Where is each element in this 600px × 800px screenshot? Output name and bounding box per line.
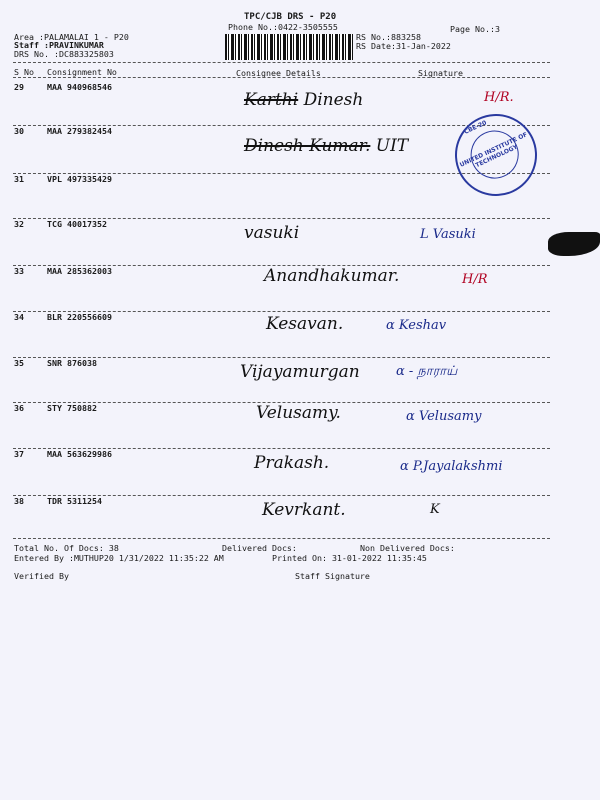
rs-date: RS Date:31-Jan-2022 — [356, 41, 451, 51]
divider — [13, 77, 550, 78]
row-consignee — [240, 362, 360, 382]
row-consignee-name: Vijayamurgan — [240, 362, 360, 382]
non-delivered-docs: Non Delivered Docs: — [360, 543, 455, 553]
row-consignment: MAA 563629986 — [47, 449, 112, 459]
row-signature: α Keshav — [386, 318, 447, 333]
institution-stamp: CBE-20 UNITED INSTITUTE OF TECHNOLOGY — [442, 101, 551, 210]
row-consignment: TDR 5311254 — [47, 496, 102, 506]
barcode — [225, 34, 353, 60]
row-consignee — [266, 314, 343, 334]
row-sno: 30 — [14, 126, 24, 136]
row-consignee — [244, 223, 299, 243]
col-consignee-header: Consignee Details — [236, 68, 321, 78]
row-consignment: MAA 279382454 — [47, 126, 112, 136]
row-consignee — [244, 90, 363, 110]
row-consignee-name: Dinesh — [303, 90, 364, 110]
total-docs: Total No. Of Docs: 38 — [14, 543, 119, 553]
row-consignment: MAA 285362003 — [47, 266, 112, 276]
row-consignee-name: Velusamy. — [256, 403, 341, 423]
row-consignment: SNR 876038 — [47, 358, 97, 368]
row-consignee-name: UIT — [375, 136, 409, 156]
area-label: Area :PALAMALAI 1 - P20 — [14, 32, 129, 42]
row-sno: 36 — [14, 403, 24, 413]
row-signature: L Vasuki — [420, 227, 476, 242]
drs-number: DRS No. :DC883325803 — [14, 49, 114, 59]
row-consignee-name: Kesavan. — [266, 314, 344, 334]
row-consignee-struck: Karthi — [244, 90, 299, 110]
row-consignee-struck: Dinesh Kumar. — [244, 136, 371, 156]
rs-number: RS No.:883258 — [356, 32, 421, 42]
row-sno: 38 — [14, 496, 24, 506]
row-consignment: TCG 40017352 — [47, 219, 107, 229]
row-sno: 33 — [14, 266, 24, 276]
divider — [13, 538, 550, 539]
col-sno-header: S No — [14, 67, 34, 77]
phone-number: Phone No.:0422-3505555 — [228, 22, 338, 32]
row-consignee — [262, 500, 346, 520]
staff-label: Staff :PRAVINKUMAR — [14, 40, 104, 50]
row-sno: 29 — [14, 82, 24, 92]
row-consignee-name: Prakash. — [254, 453, 330, 473]
row-sno: 32 — [14, 219, 24, 229]
row-consignment: STY 750882 — [47, 403, 97, 413]
printed-on: Printed On: 31-01-2022 11:35:45 — [272, 553, 427, 563]
row-consignment: BLR 220556609 — [47, 312, 112, 322]
delivered-docs: Delivered Docs: — [222, 543, 297, 553]
row-signature: H/R. — [484, 90, 514, 105]
doc-title: TPC/CJB DRS - P20 — [244, 12, 337, 22]
divider — [13, 62, 550, 63]
row-consignment: VPL 497335429 — [47, 174, 112, 184]
staff-signature: Staff Signature — [295, 571, 370, 581]
row-consignee-name: vasuki — [244, 223, 300, 243]
row-sno: 34 — [14, 312, 24, 322]
row-consignee-name: Anandhakumar. — [264, 266, 400, 286]
row-signature: α - நாராய் — [396, 364, 458, 379]
row-signature: α P.Jayalakshmi — [400, 459, 503, 474]
col-signature-header: Signature — [418, 68, 463, 78]
page-number: Page No.:3 — [450, 24, 500, 34]
row-sno: 31 — [14, 174, 24, 184]
row-consignee — [254, 453, 329, 473]
row-consignee-name: Kevrkant. — [262, 500, 346, 520]
entered-by: Entered By :MUTHUP20 1/31/2022 11:35:22 AM — [14, 553, 224, 563]
col-consignment-header: Consignment No — [47, 67, 117, 77]
row-consignment: MAA 940968546 — [47, 82, 112, 92]
row-signature: H/R — [462, 272, 488, 287]
row-consignee — [264, 266, 399, 286]
row-signature: α Velusamy — [406, 409, 482, 424]
row-consignee — [244, 136, 408, 156]
row-sno: 37 — [14, 449, 24, 459]
row-sno: 35 — [14, 358, 24, 368]
ink-blot — [548, 232, 600, 256]
verified-by: Verified By — [14, 571, 69, 581]
row-signature: K — [430, 502, 440, 517]
row-consignee — [256, 403, 341, 423]
